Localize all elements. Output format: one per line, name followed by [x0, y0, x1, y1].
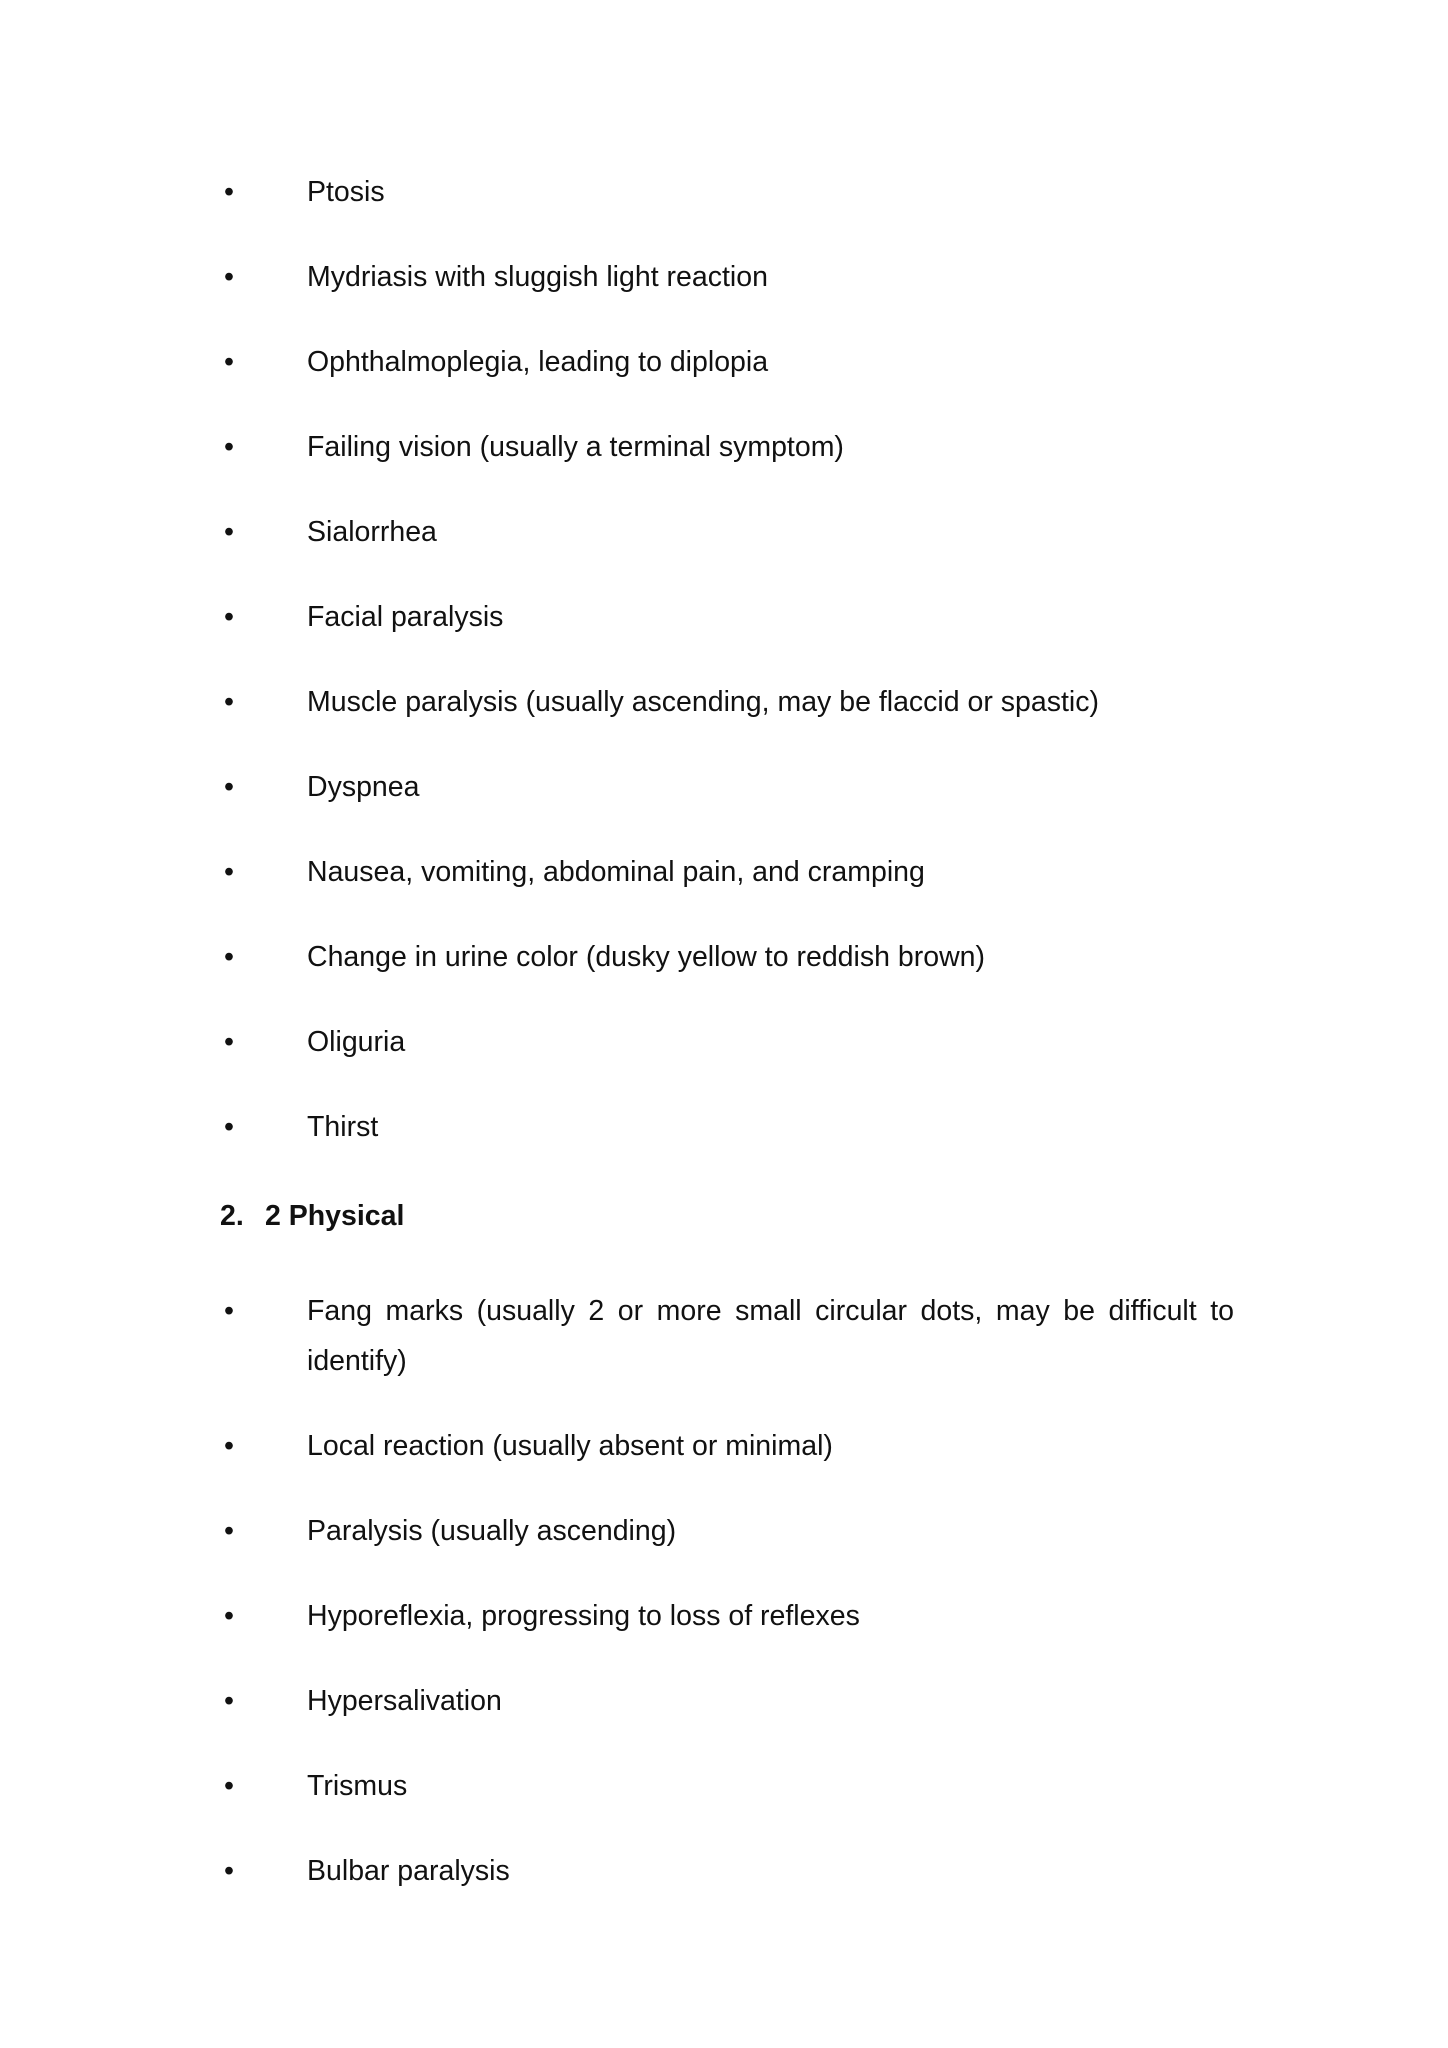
- bullet-icon: •: [224, 1600, 234, 1632]
- list-item: [224, 1506, 1234, 1556]
- list-item: [224, 1286, 1234, 1386]
- list-item-text: Hypersalivation: [307, 1685, 502, 1717]
- list-item: [224, 252, 1234, 302]
- bullet-icon: •: [224, 1111, 234, 1143]
- bullet-icon: •: [224, 856, 234, 888]
- list-item-text: Sialorrhea: [307, 516, 437, 548]
- list-item-text: Facial paralysis: [307, 601, 504, 633]
- physical-bullet-list: [224, 1286, 1234, 1931]
- bullet-icon: •: [224, 771, 234, 803]
- list-item-text: Failing vision (usually a terminal symptom): [307, 431, 844, 463]
- section-number: 2.: [220, 1200, 244, 1232]
- bullet-icon: •: [224, 1026, 234, 1058]
- bullet-icon: •: [224, 346, 234, 378]
- bullet-icon: •: [224, 1855, 234, 1887]
- list-item-text: Ophthalmoplegia, leading to diplopia: [307, 346, 769, 378]
- list-item-text: Trismus: [307, 1770, 408, 1802]
- list-item-text: Thirst: [307, 1111, 379, 1143]
- list-item: [224, 847, 1234, 897]
- list-item: [224, 1591, 1234, 1641]
- bullet-icon: •: [224, 941, 234, 973]
- list-item: [224, 932, 1234, 982]
- list-item: [224, 1846, 1234, 1896]
- list-item-text: Change in urine color (dusky yellow to reddish brown): [307, 941, 986, 973]
- bullet-icon: •: [224, 1685, 234, 1717]
- list-item-text: Dyspnea: [307, 771, 420, 803]
- bullet-icon: •: [224, 261, 234, 293]
- list-item-text: Fang marks (usually 2 or more small circular dots, may be difficult to identify): [307, 1295, 1234, 1377]
- section-title: 2 Physical: [265, 1200, 405, 1232]
- bullet-icon: •: [224, 1430, 234, 1462]
- list-item: [224, 337, 1234, 387]
- bullet-icon: •: [224, 601, 234, 633]
- list-item: [224, 1102, 1234, 1152]
- list-item: [224, 592, 1234, 642]
- list-item-text: Nausea, vomiting, abdominal pain, and cramping: [307, 856, 925, 888]
- list-item-text: Bulbar paralysis: [307, 1855, 510, 1887]
- bullet-icon: •: [224, 1295, 234, 1327]
- symptoms-bullet-list: [224, 167, 1234, 1187]
- list-item: [224, 677, 1234, 727]
- list-item-text: Oliguria: [307, 1026, 406, 1058]
- list-item: [224, 1676, 1234, 1726]
- bullet-icon: •: [224, 431, 234, 463]
- list-item-text: Local reaction (usually absent or minimal): [307, 1430, 833, 1462]
- list-item: [224, 1421, 1234, 1471]
- list-item: [224, 422, 1234, 472]
- list-item: [224, 507, 1234, 557]
- bullet-icon: •: [224, 176, 234, 208]
- bullet-icon: •: [224, 516, 234, 548]
- bullet-icon: •: [224, 686, 234, 718]
- list-item: [224, 1017, 1234, 1067]
- list-item: [224, 167, 1234, 217]
- bullet-icon: •: [224, 1515, 234, 1547]
- section-heading: [220, 1191, 404, 1241]
- list-item-text: Muscle paralysis (usually ascending, may be flaccid or spastic): [307, 686, 1099, 718]
- bullet-icon: •: [224, 1770, 234, 1802]
- list-item-text: Mydriasis with sluggish light reaction: [307, 261, 768, 293]
- list-item-text: Paralysis (usually ascending): [307, 1515, 677, 1547]
- list-item: [224, 1761, 1234, 1811]
- list-item-text: Ptosis: [307, 176, 385, 208]
- list-item-text: Hyporeflexia, progressing to loss of reflexes: [307, 1600, 860, 1632]
- list-item: [224, 762, 1234, 812]
